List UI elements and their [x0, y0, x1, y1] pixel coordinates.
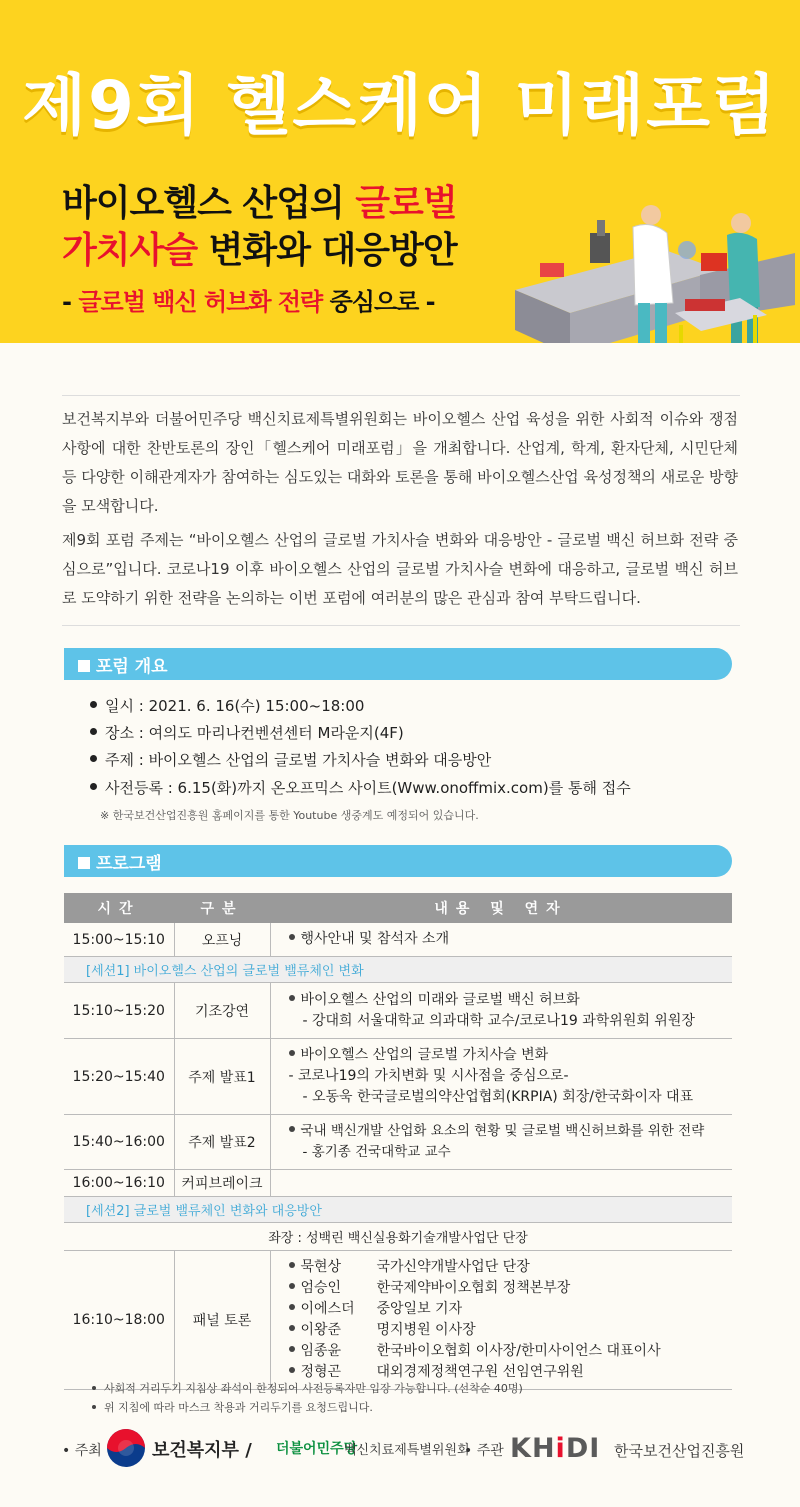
hero-banner [0, 0, 800, 343]
note-item: 사회적 거리두기 지침상 좌석이 한정되어 사전등록자만 입장 가능합니다. (선착순 40명) [92, 1379, 523, 1398]
header-type: 구분 [174, 893, 270, 923]
bullet-icon [92, 1405, 96, 1409]
table-row-opening: 15:00~15:10 오프닝 행사안내 및 참석자 소개 [64, 923, 732, 957]
mohw-name: 보건복지부 / [152, 1440, 252, 1461]
table-row-talk-2: 15:40~16:00 주제 발표2 국내 백신개발 산업화 요소의 현황 및 글로벌 백신허브화를 위한 전략 - 홍기종 건국대학교 교수 [64, 1115, 732, 1170]
notes [92, 1379, 523, 1417]
bullet-icon [289, 1367, 295, 1373]
divider-top [62, 395, 740, 396]
bullet-icon [289, 1304, 295, 1310]
panelist: 임종윤 한국바이오협회 이사장/한미사이언스 대표이사 [289, 1341, 733, 1362]
square-bullet-icon [78, 660, 90, 672]
note-item: 위 지침에 따라 마스크 착용과 거리두기를 요청드립니다. [92, 1398, 523, 1417]
intro-paragraph-2: 제9회 포럼 주제는 “바이오헬스 산업의 글로벌 가치사슬 변화와 대응방안 - 글로벌 백신 허브화 전략 중심으로”입니다. 코로나19 이후 바이오헬스 산업의 글로벌 가치사슬 변화에 대응하고, 글로벌 백신 허브로 도약하기 위한 전략을 논의하는 이번 포럼에 여러분의 많은 관심과 참여 부탁드립니다. [62, 531, 738, 607]
table-row-talk-1: 15:20~15:40 주제 발표1 바이오헬스 산업의 글로벌 가치사슬 변화 - 코로나19의 가치변화 및 시사점을 중심으로- - 오동욱 한국글로벌의약산업협회(KRPIA) 회장/한국화이자 대표 [64, 1039, 732, 1115]
table-row-panel: 16:10~18:00 패널 토론 묵현상 국가신약개발사업단 단장 엄승인 한국제약바이오협회 정책본부장 이에스더 중앙일보 기자 이왕준 명지병원 이사장 임종윤 한국바이오협회 이사장/한미사이언스 대표이사 정형곤 대외경제정책연구원 선임연구위원 [64, 1251, 732, 1390]
government-emblem-icon [106, 1428, 146, 1468]
laboratory-illustration [505, 195, 795, 343]
bullet-icon [90, 783, 97, 790]
organizer-label: • 주관 [464, 1443, 504, 1459]
header-content: 내용 및 연자 [270, 893, 732, 923]
bullet-icon [289, 995, 295, 1001]
session-2-row: [세션2] 글로벌 밸류체인 변화와 대응방안 [64, 1197, 732, 1223]
session-1-row: [세션1] 바이오헬스 산업의 글로벌 밸류체인 변화 [64, 957, 732, 983]
program-table [64, 893, 732, 1390]
host-label: • 주최 [62, 1443, 102, 1459]
committee-name: 백신치료제특별위원회 [344, 1443, 470, 1458]
footer [62, 1425, 752, 1473]
bullet-icon [289, 1325, 295, 1331]
bullet-icon [289, 1050, 295, 1056]
chair-row: 좌장 : 성백린 백신실용화기술개발사업단 단장 [64, 1223, 732, 1251]
forum-subtitle-line2: 가치사슬 변화와 대응방안 [62, 230, 457, 271]
overview-item-venue: 장소 : 여의도 마리나컨벤션센터 M라운지(4F) [90, 722, 730, 743]
panelist: 이에스더 중앙일보 기자 [289, 1299, 733, 1320]
intro-paragraph-1: 보건복지부와 더불어민주당 백신치료제특별위원회는 바이오헬스 산업 육성을 위한 사회적 이슈와 쟁점사항에 대한 찬반토론의 장인「헬스케어 미래포럼」을 개최합니다. 산업계, 학계, 환자단체, 시민단체 등 다양한 이해관계자가 참여하는 심도있는 대화와 토론을 통해 바이오헬스산업 육성정책의 새로운 방향을 모색합니다. [62, 410, 738, 515]
bullet-icon [289, 1126, 295, 1132]
panelist: 묵현상 국가신약개발사업단 단장 [289, 1257, 733, 1278]
bullet-icon [289, 1346, 295, 1352]
table-row-break: 16:00~16:10 커피브레이크 [64, 1170, 732, 1197]
bullet-icon [289, 1283, 295, 1289]
table-header-row [64, 893, 732, 923]
forum-subtitle-line1: 바이오헬스 산업의 글로벌 [62, 183, 457, 224]
overview-section-header: 포럼 개요 [64, 648, 732, 680]
panelist: 정형곤 대외경제정책연구원 선임연구위원 [289, 1362, 733, 1383]
bullet-icon [90, 728, 97, 735]
forum-subtitle-line3: - 글로벌 백신 허브화 전략 중심으로 - [62, 288, 435, 316]
democratic-party-logo: 더불어민주당 [276, 1441, 358, 1457]
overview-item-registration: 사전등록 : 6.15(화)까지 온오프믹스 사이트(Www.onoffmix.com)를 통해 접수 [90, 777, 730, 798]
table-row-keynote: 15:10~15:20 기조강연 바이오헬스 산업의 미래와 글로벌 백신 허브화 - 강대희 서울대학교 의과대학 교수/코로나19 과학위원회 위원장 [64, 983, 732, 1039]
bullet-icon [289, 934, 295, 940]
khidi-logo: KHiDI [510, 1433, 601, 1464]
program-section-header: 프로그램 [64, 845, 732, 877]
bullet-icon [90, 701, 97, 708]
bullet-icon [289, 1262, 295, 1268]
overview-item-topic: 주제 : 바이오헬스 산업의 글로벌 가치사슬 변화와 대응방안 [90, 749, 730, 770]
overview-note: ※ 한국보건산업진흥원 홈페이지를 통한 Youtube 생중계도 예정되어 있습니다. [100, 809, 479, 822]
square-bullet-icon [78, 857, 90, 869]
header-time: 시간 [64, 893, 174, 923]
panelist: 엄승인 한국제약바이오협회 정책본부장 [289, 1278, 733, 1299]
bullet-icon [92, 1386, 96, 1390]
divider-middle [62, 625, 740, 626]
panelist: 이왕준 명지병원 이사장 [289, 1320, 733, 1341]
overview-item-date: 일시 : 2021. 6. 16(수) 15:00~18:00 [90, 695, 730, 716]
khidi-name: 한국보건산업진흥원 [614, 1442, 745, 1460]
forum-title: 제9회 헬스케어 미래포럼 [22, 67, 778, 144]
bullet-icon [90, 755, 97, 762]
